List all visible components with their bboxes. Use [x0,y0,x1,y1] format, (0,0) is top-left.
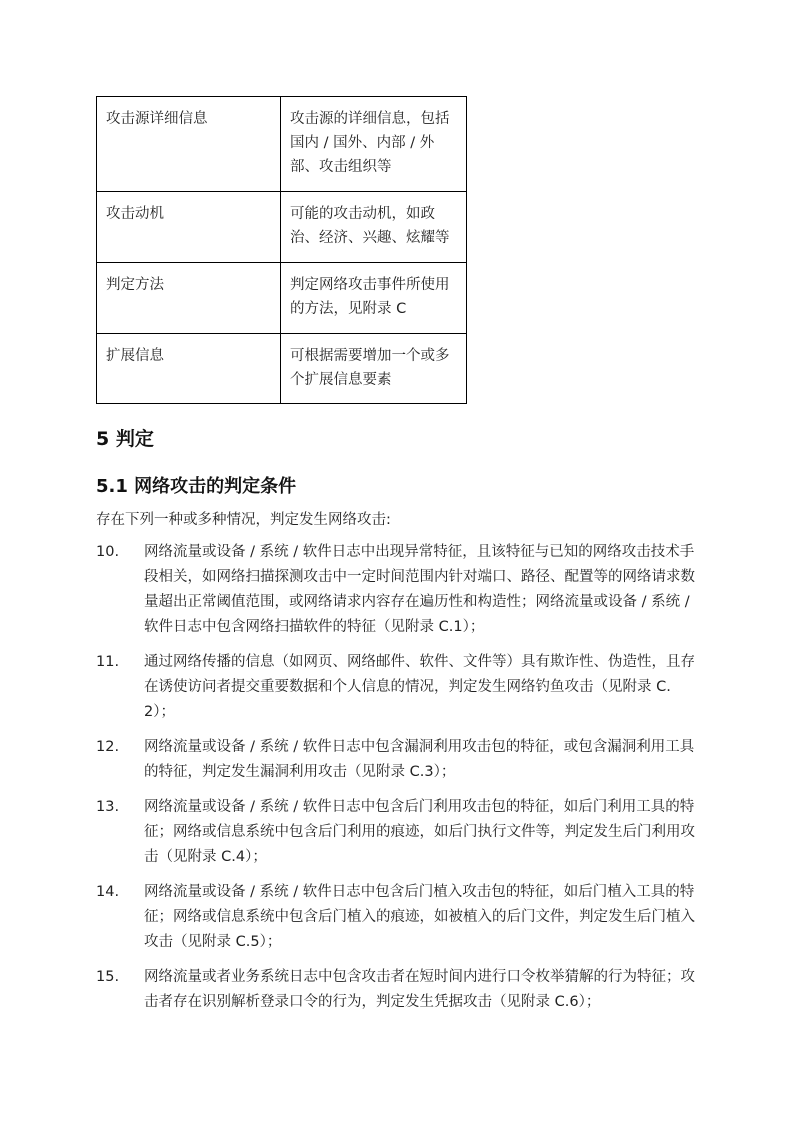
list-item-number: 13. [96,799,120,815]
list-item-number: 10. [96,544,120,560]
table-cell-desc: 可能的攻击动机，如政治、经济、兴趣、炫耀等 [281,192,467,263]
list-item-text: 网络流量或设备 / 系统 / 软件日志中包含后门利用攻击包的特征，如后门利用工具的特征；网络或信息系统中包含后门利用的痕迹，如后门执行文件等，判定发生后门利用攻击（见附录 C.4）； [144,799,695,865]
section-heading: 5 判定 [96,428,154,450]
criteria-list [96,540,700,1025]
list-item [96,795,700,870]
table-cell-label: 判定方法 [97,263,281,334]
list-item-text: 通过网络传播的信息（如网页、网络邮件、软件、文件等）具有欺诈性、伪造性，且存在诱使访问者提交重要数据和个人信息的情况，判定发生网络钓鱼攻击（见附录 C.2）； [144,654,695,720]
list-item [96,880,700,955]
list-item [96,965,700,1015]
list-item-text: 网络流量或设备 / 系统 / 软件日志中包含后门植入攻击包的特征，如后门植入工具的特征；网络或信息系统中包含后门植入的痕迹，如被植入的后门文件，判定发生后门植入攻击（见附录 C.5）； [144,884,695,950]
list-item-number: 12. [96,739,120,755]
table-cell-desc: 可根据需要增加一个或多个扩展信息要素 [281,334,467,404]
table-cell-label: 攻击源详细信息 [97,97,281,192]
intro-paragraph: 存在下列一种或多种情况，判定发生网络攻击: [96,512,391,528]
list-item-text: 网络流量或者业务系统日志中包含攻击者在短时间内进行口令枚举猜解的行为特征；攻击者存在识别解析登录口令的行为，判定发生凭据攻击（见附录 C.6）； [144,969,695,1010]
table-cell-desc: 判定网络攻击事件所使用的方法，见附录 C [281,263,467,334]
table-cell-desc: 攻击源的详细信息，包括国内 / 国外、内部 / 外部、攻击组织等 [281,97,467,192]
table-row [97,97,467,192]
list-item [96,650,700,725]
list-item [96,735,700,785]
list-item-number: 15. [96,969,120,985]
subsection-heading: 5.1 网络攻击的判定条件 [96,476,297,497]
table-row [97,263,467,334]
list-item-number: 11. [96,654,120,670]
table-row [97,192,467,263]
list-item-text: 网络流量或设备 / 系统 / 软件日志中出现异常特征，且该特征与已知的网络攻击技术手段相关，如网络扫描探测攻击中一定时间范围内针对端口、路径、配置等的网络请求数量超出正常阈值范围，或网络请求内容存在遍历性和构造性；网络流量或设备 / 系统 / 软件日志中包含网络扫描软件的特征（见附录 C.1）； [144,544,695,635]
list-item-text: 网络流量或设备 / 系统 / 软件日志中包含漏洞利用攻击包的特征，或包含漏洞利用工具的特征，判定发生漏洞利用攻击（见附录 C.3）； [144,739,695,780]
list-item-number: 14. [96,884,120,900]
list-item [96,540,700,640]
attack-info-table [96,96,467,404]
table-cell-label: 攻击动机 [97,192,281,263]
table-row [97,334,467,404]
table-cell-label: 扩展信息 [97,334,281,404]
